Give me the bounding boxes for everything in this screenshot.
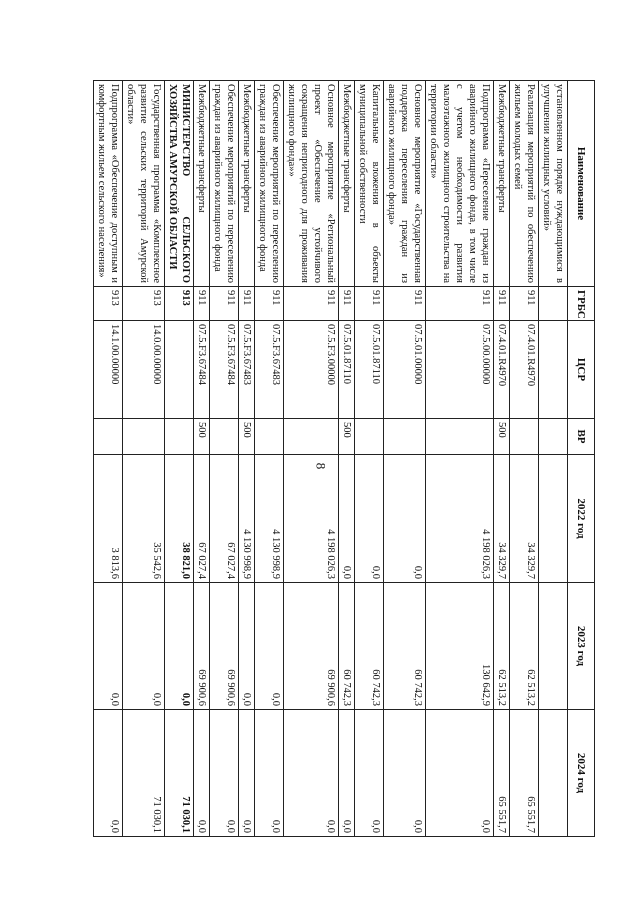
cell-vr: 500 — [239, 419, 255, 455]
cell-vr — [284, 419, 339, 455]
cell-2022: 3 813,6 — [94, 455, 123, 583]
cell-2024: 0,0 — [255, 710, 284, 837]
cell-name: Обеспечение мероприятий по переселению граждан из аварийного жилищного фонда — [255, 81, 284, 287]
cell-2022: 4 130 998,9 — [255, 455, 284, 583]
cell-2022: 35 542,6 — [123, 455, 165, 583]
cell-vr — [384, 419, 426, 455]
cell-grbs: 911 — [494, 287, 510, 321]
cell-csr: 07.4.01.R4970 — [494, 321, 510, 419]
rotated-table-frame — [96, 80, 595, 836]
cell-2024: 0,0 — [94, 710, 123, 837]
cell-vr — [94, 419, 123, 455]
cell-2024: 0,0 — [210, 710, 239, 837]
cell-2023: 0,0 — [94, 583, 123, 710]
header-2022: 2022 год — [568, 455, 595, 583]
cell-2022: 0,0 — [384, 455, 426, 583]
cell-grbs: 911 — [210, 287, 239, 321]
table-row — [510, 81, 539, 837]
cell-grbs: 911 — [255, 287, 284, 321]
table-row — [239, 81, 255, 837]
cell-name: Межбюджетные трансферты — [194, 81, 210, 287]
table-row — [94, 81, 123, 837]
cell-2023: 62 513,2 — [494, 583, 510, 710]
table-row — [384, 81, 426, 837]
table-header-row — [568, 81, 595, 837]
cell-name: Обеспечение мероприятий по переселению граждан из аварийного жилищного фонда — [210, 81, 239, 287]
cell-grbs: 911 — [339, 287, 355, 321]
cell-grbs: 911 — [510, 287, 539, 321]
cell-csr: 14.1.00.00000 — [94, 321, 123, 419]
cell-vr — [123, 419, 165, 455]
budget-table — [93, 80, 595, 837]
cell-grbs: 911 — [355, 287, 384, 321]
rotated-table-container — [96, 80, 595, 836]
cell-name: Межбюджетные трансферты — [339, 81, 355, 287]
cell-2023: 0,0 — [239, 583, 255, 710]
cell-name: Межбюджетные трансферты — [494, 81, 510, 287]
cell-2022 — [539, 455, 568, 583]
cell-2024: 65 551,7 — [494, 710, 510, 837]
header-name: Наименование — [568, 81, 595, 287]
cell-name: Государственная программа «Комплексное развитие сельских территорий Амурской области» — [123, 81, 165, 287]
cell-csr: 07.5.01.87110 — [355, 321, 384, 419]
cell-2024: 71 030,1 — [165, 710, 194, 837]
cell-grbs — [539, 287, 568, 321]
cell-csr: 07.5.F3.67483 — [255, 321, 284, 419]
cell-csr: 07.4.01.R4970 — [510, 321, 539, 419]
table-row — [123, 81, 165, 837]
cell-2024 — [539, 710, 568, 837]
cell-2022: 4 130 998,9 — [239, 455, 255, 583]
cell-vr — [426, 419, 494, 455]
cell-csr: 14.0.00.00000 — [123, 321, 165, 419]
cell-2023: 62 513,2 — [510, 583, 539, 710]
cell-name: Реализация мероприятий по обеспечению жильем молодых семей — [510, 81, 539, 287]
cell-2024: 71 030,1 — [123, 710, 165, 837]
cell-vr: 500 — [494, 419, 510, 455]
cell-csr: 07.5.F3.67484 — [210, 321, 239, 419]
cell-2024: 0,0 — [239, 710, 255, 837]
table-row — [210, 81, 239, 837]
cell-2022: 4 198 026,3 — [284, 455, 339, 583]
cell-2023: 0,0 — [165, 583, 194, 710]
table-row — [539, 81, 568, 837]
cell-2022: 67 027,4 — [194, 455, 210, 583]
table-row — [255, 81, 284, 837]
cell-csr — [165, 321, 194, 419]
cell-2024: 0,0 — [384, 710, 426, 837]
cell-name: Основное мероприятие «Региональный проект «Обеспечение устойчивого сокращения непригодного для проживания жилищного фонда»» — [284, 81, 339, 287]
cell-2024: 0,0 — [194, 710, 210, 837]
cell-csr: 07.5.F3.67484 — [194, 321, 210, 419]
cell-grbs: 911 — [384, 287, 426, 321]
cell-2022: 67 027,4 — [210, 455, 239, 583]
table-row — [494, 81, 510, 837]
cell-grbs: 911 — [194, 287, 210, 321]
table-row — [165, 81, 194, 837]
header-csr: ЦСР — [568, 321, 595, 419]
cell-csr: 07.5.F3.00000 — [284, 321, 339, 419]
cell-name: Межбюджетные трансферты — [239, 81, 255, 287]
cell-2024: 0,0 — [284, 710, 339, 837]
table-body — [94, 81, 568, 837]
cell-grbs: 911 — [426, 287, 494, 321]
cell-2023 — [539, 583, 568, 710]
table-row — [426, 81, 494, 837]
header-2024: 2024 год — [568, 710, 595, 837]
cell-vr — [165, 419, 194, 455]
table-row — [194, 81, 210, 837]
cell-grbs: 913 — [123, 287, 165, 321]
header-2023: 2023 год — [568, 583, 595, 710]
table-row — [355, 81, 384, 837]
cell-2023: 69 900,6 — [210, 583, 239, 710]
table-row — [284, 81, 339, 837]
cell-2023: 0,0 — [123, 583, 165, 710]
cell-name: МИНИСТЕРСТВО СЕЛЬСКОГО ХОЗЯЙСТВА АМУРСКОЙ ОБЛАСТИ — [165, 81, 194, 287]
cell-2024: 0,0 — [426, 710, 494, 837]
page-number: 8 — [313, 462, 328, 470]
header-vr: ВР — [568, 419, 595, 455]
cell-2023: 60 742,3 — [355, 583, 384, 710]
cell-csr: 07.5.F3.67483 — [239, 321, 255, 419]
cell-vr — [355, 419, 384, 455]
cell-csr: 07.5.01.87110 — [339, 321, 355, 419]
cell-grbs: 913 — [165, 287, 194, 321]
cell-vr — [510, 419, 539, 455]
cell-name: Подпрограмма «Обеспечение доступным и комфортным жильем сельского населения» — [94, 81, 123, 287]
cell-2024: 0,0 — [339, 710, 355, 837]
cell-name: Основное мероприятие «Государственная поддержка переселения граждан из аварийного жилищного фонда» — [384, 81, 426, 287]
cell-vr — [210, 419, 239, 455]
cell-vr — [255, 419, 284, 455]
cell-2022: 34 329,7 — [510, 455, 539, 583]
cell-2022: 4 198 026,3 — [426, 455, 494, 583]
cell-2024: 65 551,7 — [510, 710, 539, 837]
cell-2023: 69 900,6 — [194, 583, 210, 710]
cell-vr: 500 — [339, 419, 355, 455]
cell-2022: 34 329,7 — [494, 455, 510, 583]
cell-2023: 130 642,9 — [426, 583, 494, 710]
cell-2023: 60 742,3 — [384, 583, 426, 710]
header-grbs: ГРБС — [568, 287, 595, 321]
cell-2022: 38 821,0 — [165, 455, 194, 583]
cell-2022: 0,0 — [355, 455, 384, 583]
cell-2024: 0,0 — [355, 710, 384, 837]
cell-name: Подпрограмма «Переселение граждан из аварийного жилищного фонда, в том числе с учетом необходимости развития малоэтажного жилищного строительства на территории области» — [426, 81, 494, 287]
cell-2023: 0,0 — [255, 583, 284, 710]
cell-csr: 07.5.01.00000 — [384, 321, 426, 419]
cell-2023: 69 900,6 — [284, 583, 339, 710]
cell-grbs: 911 — [284, 287, 339, 321]
cell-grbs: 913 — [94, 287, 123, 321]
cell-grbs: 911 — [239, 287, 255, 321]
cell-csr: 07.5.00.00000 — [426, 321, 494, 419]
cell-name: установленном порядке нуждающимися в улучшении жилищных условий» — [539, 81, 568, 287]
cell-2023: 60 742,3 — [339, 583, 355, 710]
cell-vr — [539, 419, 568, 455]
cell-2022: 0,0 — [339, 455, 355, 583]
cell-name: Капитальные вложения в объекты муниципальной собственности — [355, 81, 384, 287]
cell-vr: 500 — [194, 419, 210, 455]
table-row — [339, 81, 355, 837]
cell-csr — [539, 321, 568, 419]
